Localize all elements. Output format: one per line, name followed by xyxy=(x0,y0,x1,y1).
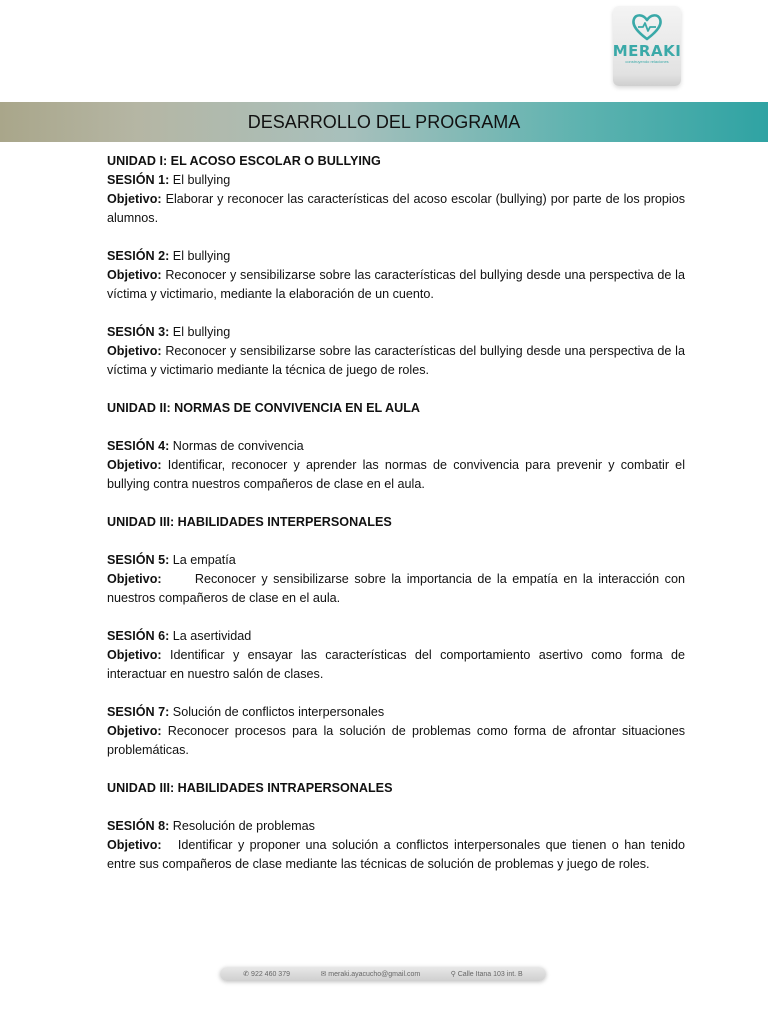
footer-email: ✉ meraki.ayacucho@gmail.com xyxy=(320,971,421,978)
mail-icon: ✉ xyxy=(320,971,329,978)
session-topic: Resolución de problemas xyxy=(169,819,315,833)
unit-heading: UNIDAD II: NORMAS DE CONVIVENCIA EN EL AULA xyxy=(107,401,420,415)
session-label: SESIÓN 7: xyxy=(107,705,170,719)
objective-text: Reconocer y sensibilizarse sobre las características del bullying desde una perspectiva de la víctima y victimario mediante la técnica de juego de roles. xyxy=(107,344,685,377)
unit-heading: UNIDAD I: EL ACOSO ESCOLAR O BULLYING xyxy=(107,154,381,168)
session-objective xyxy=(107,190,685,228)
session-title xyxy=(107,551,685,570)
session-title xyxy=(107,247,685,266)
session-objective xyxy=(107,722,685,760)
session-topic: El bullying xyxy=(169,325,231,339)
objective-text: Identificar, reconocer y aprender las normas de convivencia para prevenir y combatir el bullying contra nuestros compañeros de clase en el aula. xyxy=(107,458,685,491)
session-objective xyxy=(107,342,685,380)
unit-heading: UNIDAD III: HABILIDADES INTRAPERSONALES xyxy=(107,781,393,795)
session-title xyxy=(107,817,685,836)
session-label: SESIÓN 3: xyxy=(107,325,170,339)
session-label: SESIÓN 6: xyxy=(107,629,170,643)
session-topic: El bullying xyxy=(169,173,231,187)
meraki-logo xyxy=(613,6,681,86)
session-label: SESIÓN 5: xyxy=(107,553,170,567)
session-topic: La empatía xyxy=(169,553,236,567)
session-title xyxy=(107,171,685,190)
unit-heading: UNIDAD III: HABILIDADES INTERPERSONALES xyxy=(107,515,392,529)
logo-tagline: construyendo relaciones xyxy=(625,59,669,64)
session-title xyxy=(107,437,685,456)
objective-text: Identificar y ensayar las características del comportamiento asertivo como forma de interactuar en nuestro salón de clases. xyxy=(107,648,685,681)
session-objective xyxy=(107,570,689,608)
session-title xyxy=(107,627,685,646)
objective-label: Objetivo: xyxy=(107,192,162,206)
session-title xyxy=(107,323,685,342)
objective-text: Reconocer procesos para la solución de problemas como forma de afrontar situaciones problemáticas. xyxy=(107,724,685,757)
title-band xyxy=(0,102,768,142)
program-content xyxy=(107,152,689,874)
page-title: DESARROLLO DEL PROGRAMA xyxy=(247,111,521,132)
objective-label: Objetivo: xyxy=(107,838,162,852)
objective-label: Objetivo: xyxy=(107,344,162,358)
session-objective xyxy=(107,266,685,304)
session-objective xyxy=(107,456,685,494)
session-objective xyxy=(107,646,685,684)
logo-wordmark: MERAKI xyxy=(612,42,682,60)
heart-logo-icon xyxy=(630,12,664,42)
objective-label: Objetivo: xyxy=(107,572,162,586)
objective-text: Reconocer y sensibilizarse sobre la importancia de la empatía en la interacción con nuestros compañeros de clase en el aula. xyxy=(107,572,689,605)
footer-phone: ✆ 922 460 379 xyxy=(243,971,290,978)
session-topic: La asertividad xyxy=(169,629,252,643)
objective-text: Reconocer y sensibilizarse sobre las características del bullying desde una perspectiva de la víctima y victimario, mediante la elaboración de un cuento. xyxy=(107,268,685,301)
session-topic: Normas de convivencia xyxy=(169,439,304,453)
session-label: SESIÓN 2: xyxy=(107,249,170,263)
objective-label: Objetivo: xyxy=(107,724,162,738)
session-label: SESIÓN 1: xyxy=(107,173,170,187)
footer-address: ⚲ Calle Itana 103 int. B xyxy=(450,971,523,978)
objective-text: Elaborar y reconocer las características del acoso escolar (bullying) por parte de los propios alumnos. xyxy=(107,192,685,225)
session-topic: Solución de conflictos interpersonales xyxy=(169,705,385,719)
session-topic: El bullying xyxy=(169,249,231,263)
session-title xyxy=(107,703,685,722)
objective-label: Objetivo: xyxy=(107,458,162,472)
phone-icon: ✆ xyxy=(243,971,252,978)
contact-footer xyxy=(220,967,546,981)
session-label: SESIÓN 8: xyxy=(107,819,170,833)
objective-label: Objetivo: xyxy=(107,648,162,662)
session-label: SESIÓN 4: xyxy=(107,439,170,453)
session-objective xyxy=(107,836,689,874)
objective-text: Identificar y proponer una solución a conflictos interpersonales que tienen o han tenido entre sus compañeros de clase mediante las técnicas de solución de problemas y juego de roles. xyxy=(107,838,689,871)
location-pin-icon: ⚲ xyxy=(450,971,458,978)
objective-label: Objetivo: xyxy=(107,268,162,282)
